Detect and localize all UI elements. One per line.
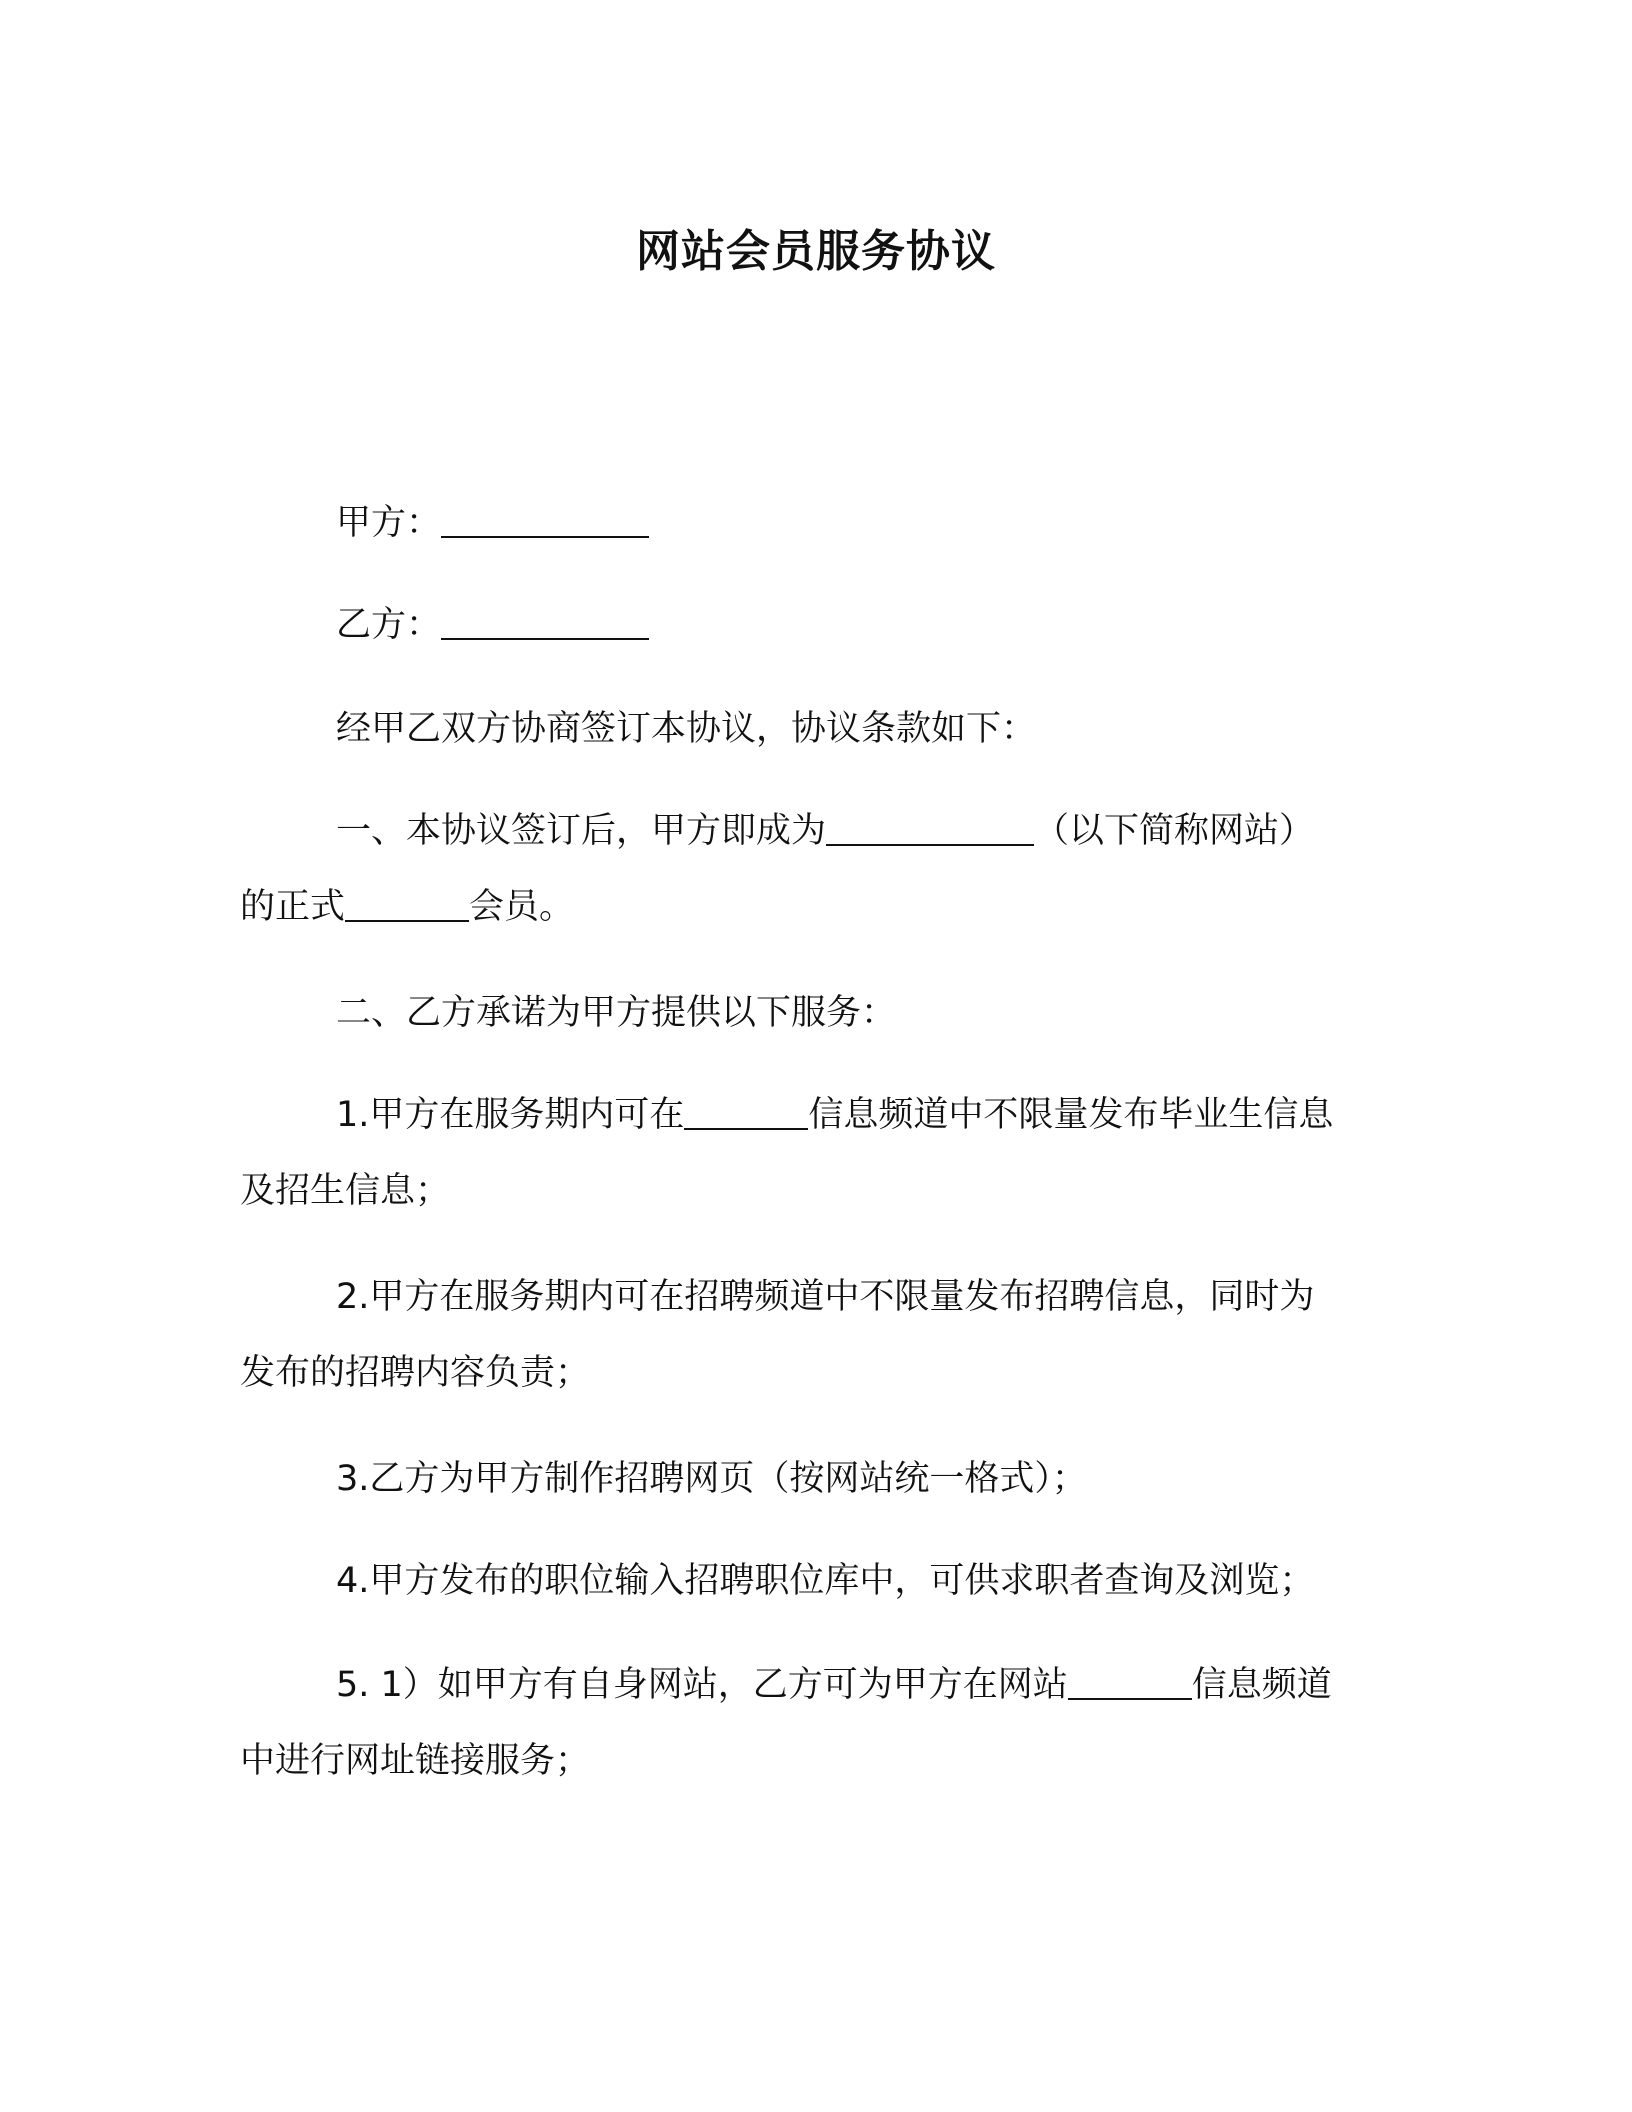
clause1-line2 <box>240 882 574 932</box>
item1-text-b: 信息频道中不限量发布毕业生信息 <box>808 1095 1334 1135</box>
item5-text-a: 5. 1）如甲方有自身网站，乙方可为甲方在网站 <box>336 1665 1068 1705</box>
party-b-line <box>336 600 649 650</box>
item5-line1 <box>336 1660 1332 1710</box>
clause1-level-blank <box>345 886 469 922</box>
clause1-line1 <box>336 806 1314 856</box>
preamble: 经甲乙双方协商签订本协议，协议条款如下： <box>336 709 1037 749</box>
clause1-text-a: 一、本协议签订后，甲方即成为 <box>336 811 827 851</box>
clause1-text-d: 会员。 <box>469 887 575 927</box>
party-a-blank <box>441 502 649 538</box>
clause1-text-b: （以下简称网站） <box>1034 811 1315 851</box>
item5-channel-blank <box>1068 1664 1192 1700</box>
item5-line2: 中进行网址链接服务； <box>240 1741 591 1781</box>
clause2-heading: 二、乙方承诺为甲方提供以下服务： <box>336 993 897 1033</box>
item2-line1: 2.甲方在服务期内可在招聘频道中不限量发布招聘信息，同时为 <box>336 1277 1315 1317</box>
document-title: 网站会员服务协议 <box>636 226 996 277</box>
clause1-website-blank <box>826 810 1034 846</box>
item1-text-a: 1.甲方在服务期内可在 <box>336 1095 685 1135</box>
party-a-label: 甲方： <box>336 503 442 543</box>
item2-line2: 发布的招聘内容负责； <box>240 1353 591 1393</box>
clause1-text-c: 的正式 <box>240 887 346 927</box>
party-b-label: 乙方： <box>336 605 442 645</box>
item1-line2: 及招生信息； <box>240 1171 451 1211</box>
party-b-blank <box>441 604 649 640</box>
item1-line1 <box>336 1090 1333 1140</box>
party-a-line <box>336 498 649 548</box>
item5-text-b: 信息频道 <box>1191 1665 1332 1705</box>
item1-channel-blank <box>684 1094 808 1130</box>
item4: 4.甲方发布的职位输入招聘职位库中，可供求职者查询及浏览； <box>336 1561 1315 1601</box>
item3: 3.乙方为甲方制作招聘网页（按网站统一格式）； <box>336 1459 1087 1499</box>
